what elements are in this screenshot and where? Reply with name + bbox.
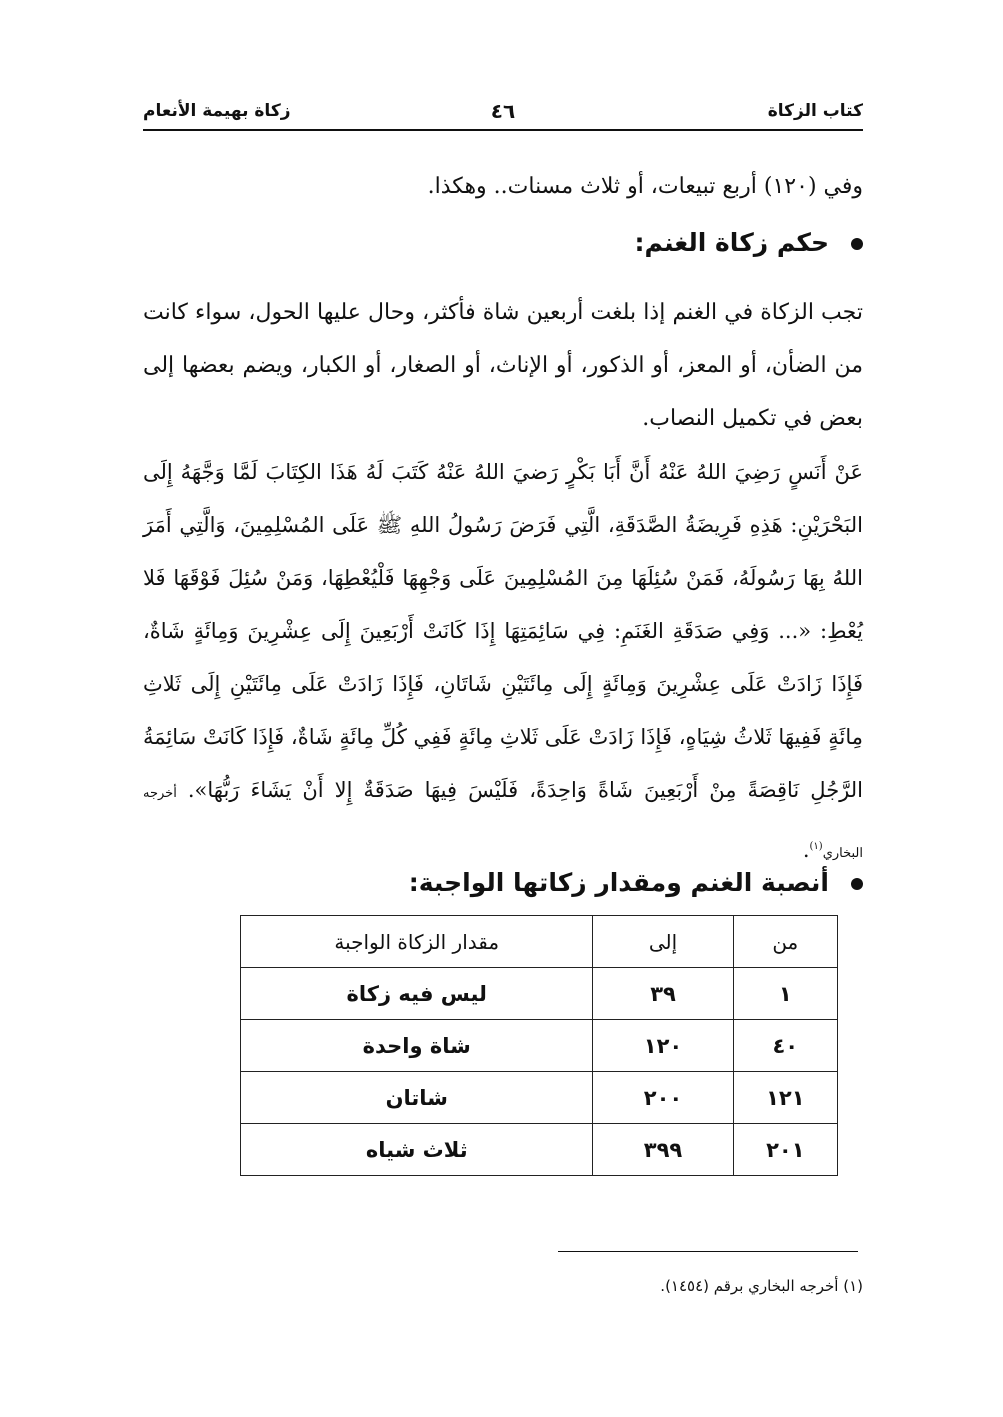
cell-from: ١٢١ <box>733 1072 837 1124</box>
header-divider <box>143 129 863 131</box>
cell-amount: شاة واحدة <box>241 1020 593 1072</box>
hadith-paragraph <box>143 446 863 880</box>
section-heading-text: حكم زكاة الغنم: <box>634 228 829 257</box>
cell-amount: ثلاث شياه <box>241 1124 593 1176</box>
header-from: من <box>733 916 837 968</box>
footnote: (١) أخرجه البخاري برقم (١٤٥٤). <box>660 1277 863 1295</box>
section-heading-nisab <box>409 868 863 897</box>
running-header <box>143 95 863 127</box>
hadith-source: أخرجه البخاري <box>143 786 863 861</box>
cell-to: ٣٩ <box>593 968 733 1020</box>
header-amount: مقدار الزكاة الواجبة <box>241 916 593 968</box>
table-row <box>241 1124 838 1176</box>
cell-amount: ليس فيه زكاة <box>241 968 593 1020</box>
hadith-text: عَنْ أَنَسٍ رَضِيَ اللهُ عَنْهُ أَنَّ أَبَا بَكْرٍ رَضيَ اللهُ عَنْهُ كَتَبَ لَهُ هَذَا الكِتَابَ لَمَّا وَجَّهَهُ إِلَى البَحْرَيْنِ: هَذِهِ فَرِيضَةُ الصَّدَقَةِ، الَّتِي فَرَضَ رَسُولُ اللهِ ﷺ عَلَى المُسْلِمِينَ، وَالَّتِي أَمَرَ اللهُ بِهَا رَسُولَهُ، فَمَنْ سُئِلَهَا مِنَ المُسْلِمِينَ عَلَى وَجْهِهَا فَلْيُعْطِهَا، وَمَنْ سُئِلَ فَوْقَهَا فَلا يُعْطِ: «... وَفِي صَدَقَةِ الغَنَمِ: فِي سَائِمَتِهَا إِذَا كَانَتْ أَرْبَعِينَ إِلَى عِشْرِينَ وَمِائَةٍ شَاةٌ، فَإِذَا زَادَتْ عَلَى عِشْرِينَ وَمِائَةٍ إِلَى مِائَتَيْنِ شَاتَانِ، فَإِذَا زَادَتْ عَلَى مِائَتَيْنِ إِلَى ثَلاثِ مِائَةٍ فَفِيهَا ثَلاثُ شِيَاهٍ، فَإِذَا زَادَتْ عَلَى ثَلاثِ مِائَةٍ فَفِي كُلِّ مِائَةٍ شَاةٌ، فَإِذَا كَانَتْ سَائِمَةُ الرَّجُلِ نَاقِصَةً مِنْ أَرْبَعِينَ شَاةً وَاحِدَةً، فَلَيْسَ فِيهَا صَدَقَةٌ إِلا أَنْ يَشَاءَ رَبُّهَا». <box>143 460 863 802</box>
chapter-title: زكاة بهيمة الأنعام <box>143 101 291 121</box>
cell-amount: شاتان <box>241 1072 593 1124</box>
table-row <box>241 968 838 1020</box>
cell-to: ٢٠٠ <box>593 1072 733 1124</box>
bullet-icon <box>851 878 863 890</box>
table-row <box>241 1020 838 1072</box>
footnote-divider <box>558 1251 858 1252</box>
intro-line: وفي (١٢٠) أربع تبيعات، أو ثلاث مسنات.. وهكذا. <box>427 174 863 199</box>
footnote-marker: (١) <box>809 841 823 852</box>
cell-to: ١٢٠ <box>593 1020 733 1072</box>
table-header-row <box>241 916 838 968</box>
hadith-end-period: . <box>802 838 810 862</box>
header-to: إلى <box>593 916 733 968</box>
table-row <box>241 1072 838 1124</box>
ruling-paragraph: تجب الزكاة في الغنم إذا بلغت أربعين شاة فأكثر، وحال عليها الحول، سواء كانت من الضأن، أو المعز، أو الذكور، أو الإناث، أو الصغار، أو الكبار، ويضم بعضها إلى بعض في تكميل النصاب. <box>143 300 863 431</box>
section-heading-text: أنصبة الغنم ومقدار زكاتها الواجبة: <box>408 868 829 897</box>
nisab-table <box>240 915 838 1176</box>
cell-from: ٢٠١ <box>733 1124 837 1176</box>
bullet-icon <box>851 238 863 250</box>
page-number: ٤٦ <box>490 99 516 123</box>
cell-from: ١ <box>733 968 837 1020</box>
section-heading-ruling <box>634 228 863 257</box>
book-title: كتاب الزكاة <box>767 101 863 121</box>
cell-from: ٤٠ <box>733 1020 837 1072</box>
cell-to: ٣٩٩ <box>593 1124 733 1176</box>
